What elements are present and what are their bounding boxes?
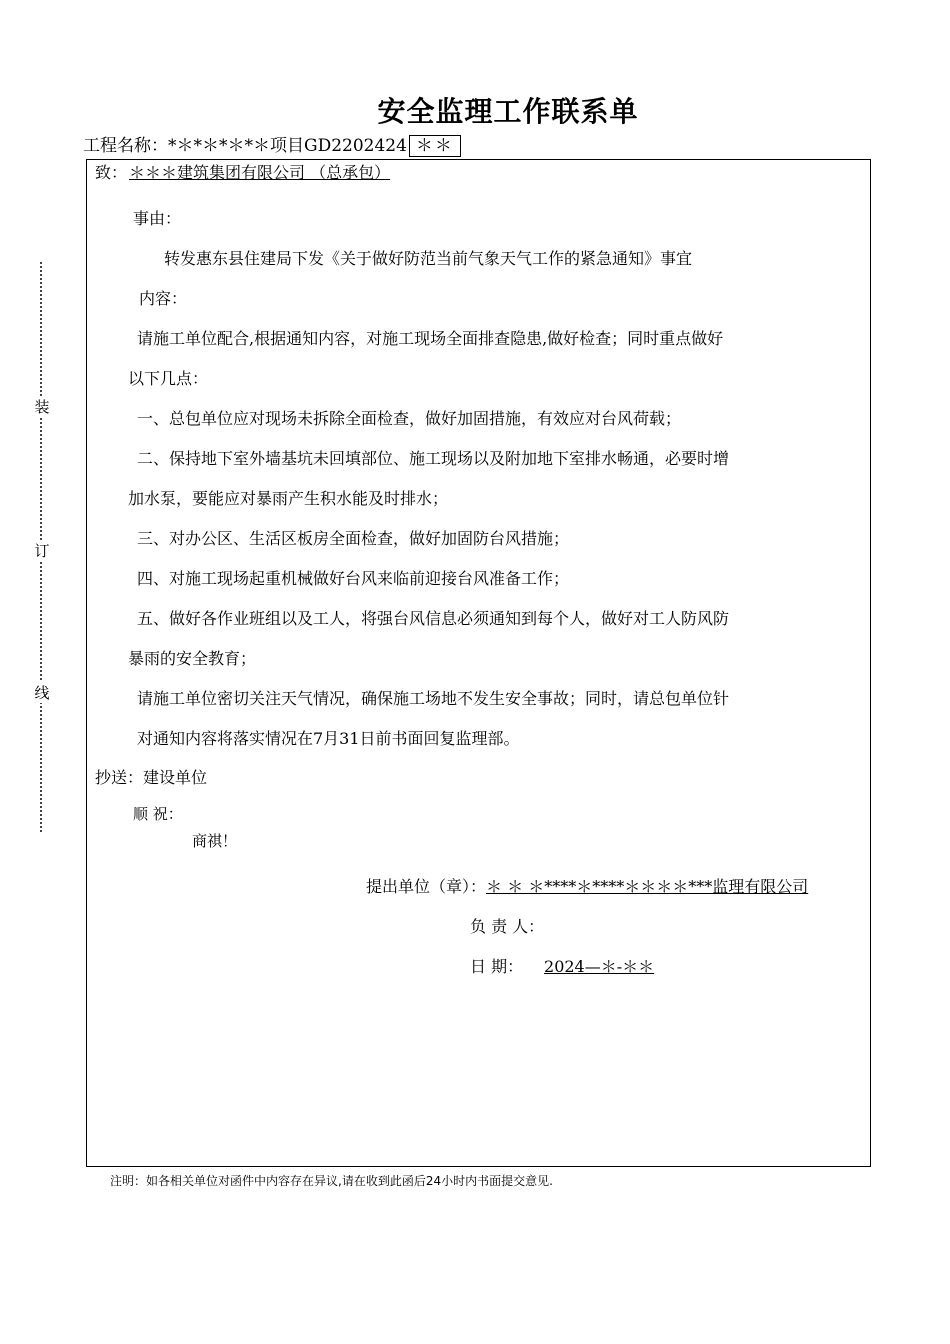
paragraph-line: 暴雨的安全教育； — [128, 649, 257, 668]
responsible-label: 负 责 人： — [470, 917, 545, 936]
document-title: 安全监理工作联系单 — [377, 95, 639, 128]
cc-value: 建设单位 — [143, 768, 208, 787]
date-label: 日 期： — [470, 957, 524, 976]
paragraph-line: 以下几点： — [128, 369, 209, 388]
cc-label: 抄送： — [95, 768, 144, 787]
binding-char-zhuang: 装 — [34, 398, 50, 416]
subject-text: 转发惠东县住建局下发《关于做好防范当前气象天气工作的紧急通知》事宜 — [164, 249, 693, 268]
binding-char-ding: 订 — [34, 542, 50, 560]
issuer-label: 提出单位（章）： — [366, 877, 487, 896]
recipient-line — [95, 162, 390, 184]
paragraph-line: 四、对施工现场起重机械做好台风来临前迎接台风准备工作； — [137, 569, 570, 588]
paragraph-line: 请施工单位密切关注天气情况，确保施工场地不发生安全事故；同时，请总包单位针 — [137, 689, 730, 708]
cc-line — [95, 767, 207, 789]
project-name: *＊*＊*＊*＊项目GD2202424 — [168, 136, 407, 156]
closing-text: 顺 祝： — [133, 805, 183, 823]
paragraph-line: 请施工单位配合,根据通知内容，对施工现场全面排查隐患,做好检查；同时重点做好 — [137, 329, 724, 348]
closing-regards: 商祺！ — [192, 832, 238, 850]
paragraph-line: 二、保持地下室外墙基坑未回填部位、施工现场以及附加地下室排水畅通，必要时增 — [137, 449, 730, 468]
recipient-value: ＊＊＊建筑集团有限公司 （总承包） — [129, 163, 391, 182]
date-value: 2024—＊-＊＊ — [544, 957, 655, 976]
subject-label: 事由： — [133, 209, 182, 228]
content-label: 内容： — [139, 289, 188, 308]
paragraph-line: 一、总包单位应对现场未拆除全面检查，做好加固措施，有效应对台风荷载； — [137, 409, 682, 428]
paragraph-line: 对通知内容将落实情况在7月31日前书面回复监理部。 — [137, 729, 520, 748]
paragraph-line: 三、对办公区、生活区板房全面检查，做好加固防台风措施； — [137, 529, 570, 548]
project-label: 工程名称： — [83, 136, 168, 156]
issuer-value: ＊ ＊ ＊****＊****＊＊＊＊***监理有限公司 — [486, 877, 809, 896]
date-line — [470, 956, 675, 978]
binding-char-xian: 线 — [34, 684, 50, 702]
project-name-line — [83, 134, 461, 158]
paragraph-line: 加水泵，要能应对暴雨产生积水能及时排水； — [128, 489, 449, 508]
footnote: 注明：如各相关单位对函件中内容存在异议,请在收到此函后24小时内书面提交意见. — [110, 1174, 553, 1188]
issuer-line — [366, 876, 808, 898]
binding-margin — [34, 262, 50, 832]
project-code-box: ＊＊ — [409, 135, 461, 157]
paragraph-line: 五、做好各作业班组以及工人，将强台风信息必须通知到每个人，做好对工人防风防 — [137, 609, 730, 628]
recipient-label: 致： — [95, 163, 128, 182]
